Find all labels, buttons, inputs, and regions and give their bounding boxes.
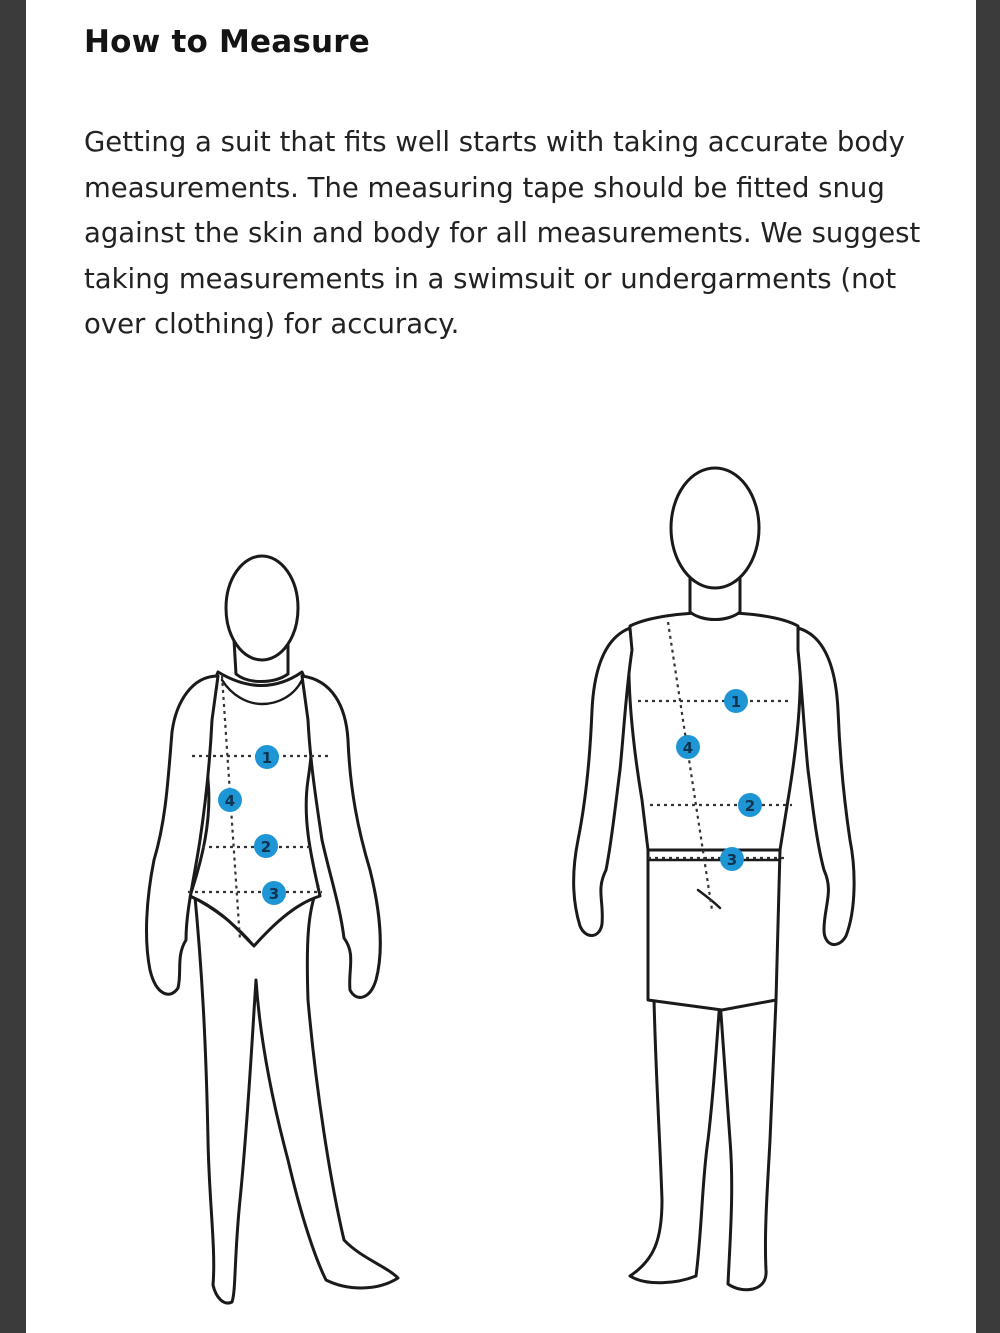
male-figure bbox=[574, 468, 854, 1290]
measurement-instructions: Getting a suit that fits well starts with taking accurate body measurements. The measuring tape should be fitted snug against the skin and body for all measurements. We suggest taking measurements in a swimsuit or undergarments (not over clothing) for accuracy. bbox=[84, 126, 921, 340]
measurement-diagram bbox=[26, 440, 976, 1333]
male-marker-1 bbox=[724, 689, 748, 713]
male-marker-2 bbox=[738, 793, 762, 817]
svg-text:2: 2 bbox=[744, 797, 756, 815]
svg-text:1: 1 bbox=[730, 693, 742, 711]
svg-text:4: 4 bbox=[682, 739, 694, 757]
svg-text:4: 4 bbox=[224, 792, 236, 810]
male-marker-4 bbox=[676, 735, 700, 759]
female-figure bbox=[147, 556, 398, 1303]
svg-text:2: 2 bbox=[260, 838, 272, 856]
content-page bbox=[26, 0, 976, 1333]
female-marker-4 bbox=[218, 788, 242, 812]
svg-text:1: 1 bbox=[261, 749, 273, 767]
female-marker-1 bbox=[255, 745, 279, 769]
male-marker-3 bbox=[720, 847, 744, 871]
svg-text:3: 3 bbox=[268, 885, 280, 903]
female-marker-2 bbox=[254, 834, 278, 858]
svg-text:3: 3 bbox=[726, 851, 738, 869]
female-marker-3 bbox=[262, 881, 286, 905]
page-title: How to Measure bbox=[84, 24, 371, 60]
